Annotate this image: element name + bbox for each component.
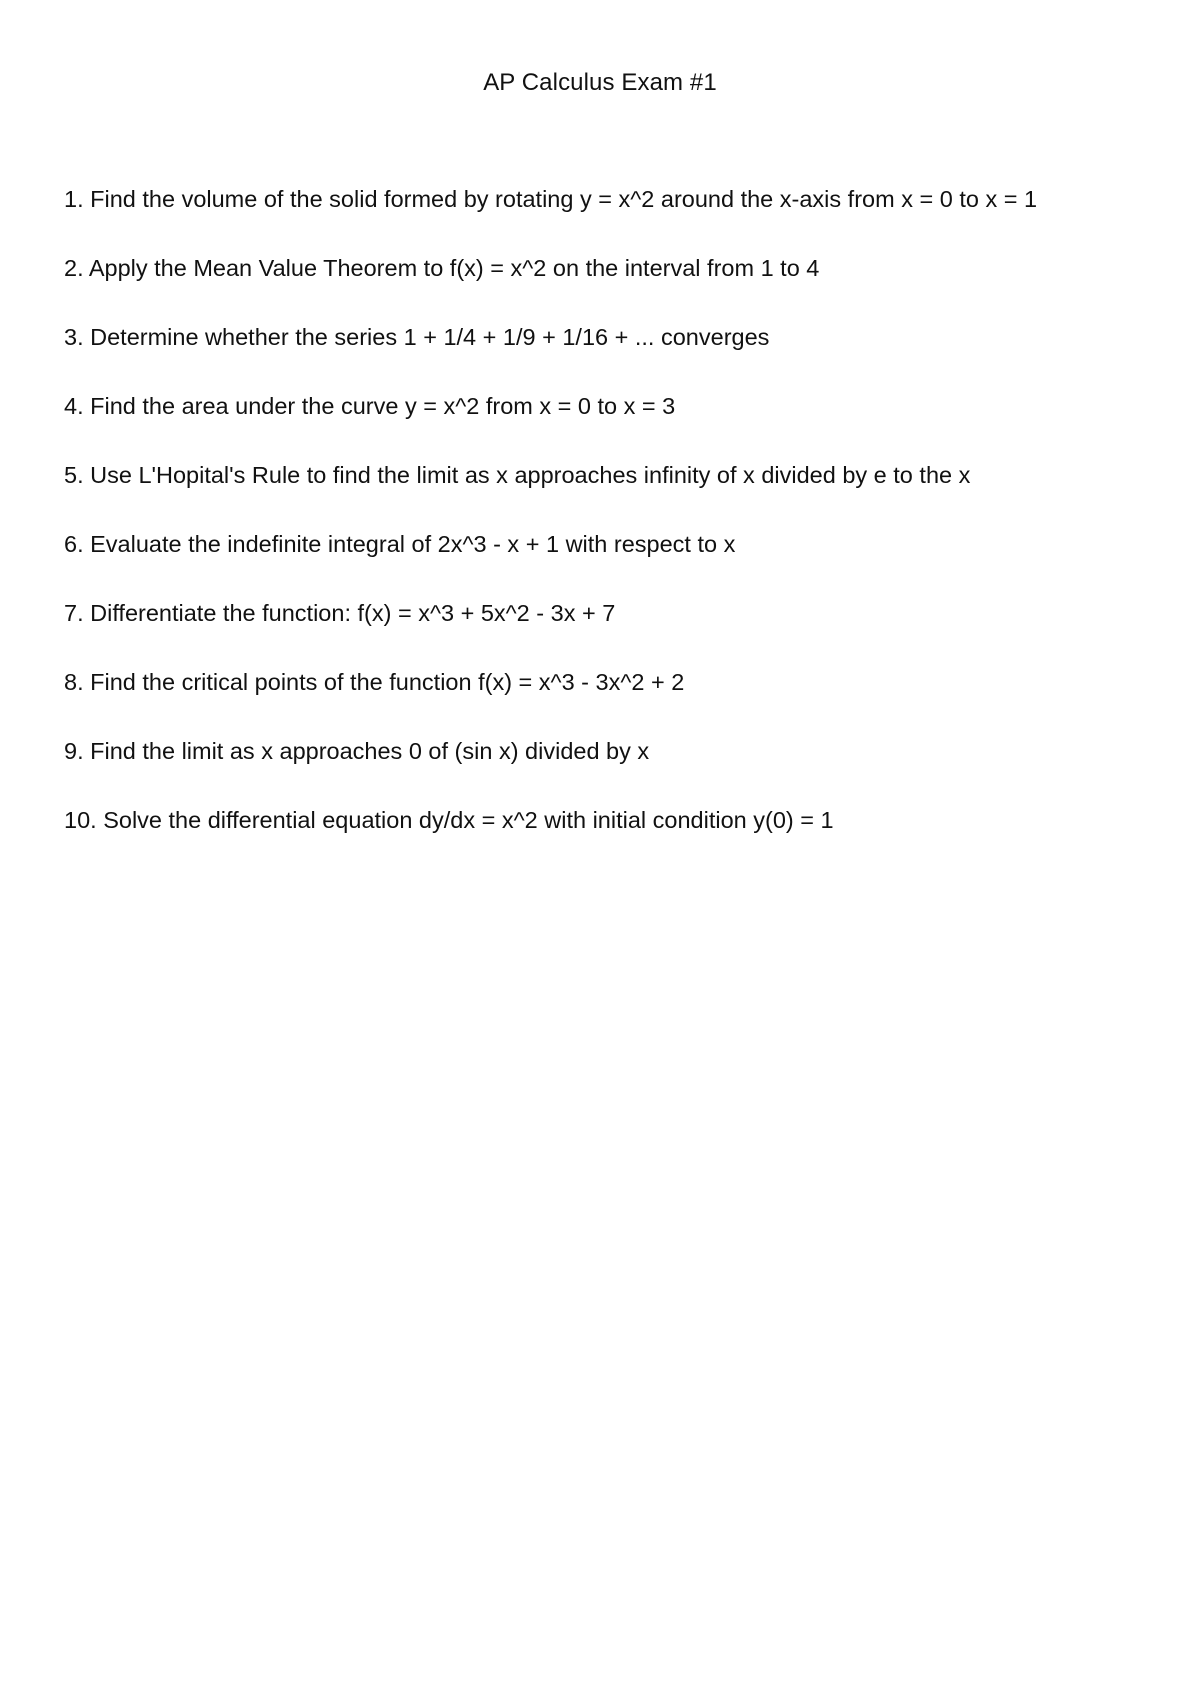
question-1: 1. Find the volume of the solid formed by rotating y = x^2 around the x-axis from x = 0 to x = 1	[64, 186, 1038, 212]
question-10: 10. Solve the differential equation dy/dx = x^2 with initial condition y(0) = 1	[64, 807, 834, 833]
page-title: AP Calculus Exam #1	[483, 69, 717, 96]
question-9: 9. Find the limit as x approaches 0 of (sin x) divided by x	[64, 738, 650, 764]
question-list	[64, 184, 1164, 874]
question-2: 2. Apply the Mean Value Theorem to f(x) = x^2 on the interval from 1 to 4	[64, 255, 820, 281]
question-8: 8. Find the critical points of the function f(x) = x^3 - 3x^2 + 2	[64, 669, 685, 695]
question-3: 3. Determine whether the series 1 + 1/4 + 1/9 + 1/16 + ... converges	[64, 324, 770, 350]
question-4: 4. Find the area under the curve y = x^2 from x = 0 to x = 3	[64, 393, 676, 419]
question-6: 6. Evaluate the indefinite integral of 2x^3 - x + 1 with respect to x	[64, 531, 736, 557]
question-5: 5. Use L'Hopital's Rule to find the limit as x approaches infinity of x divided by e to the x	[64, 462, 971, 488]
question-7: 7. Differentiate the function: f(x) = x^3 + 5x^2 - 3x + 7	[64, 600, 616, 626]
